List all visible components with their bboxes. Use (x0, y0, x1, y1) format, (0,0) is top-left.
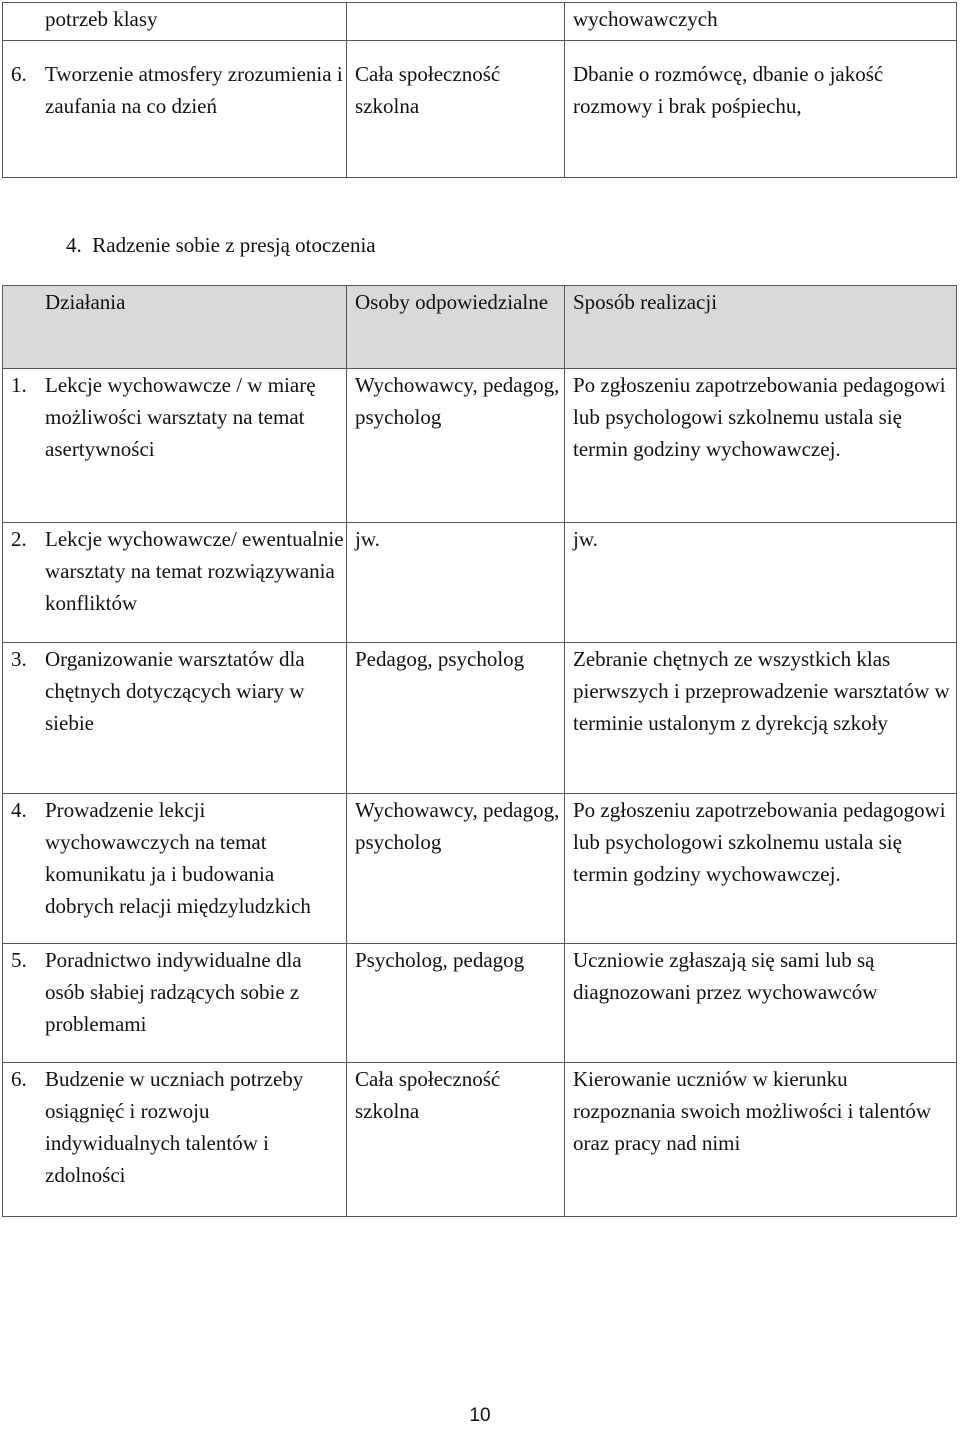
persons-cell: jw. (347, 523, 565, 643)
method-text: Dbanie o rozmówcę, dbanie o jakość rozmowy i brak pośpiechu, (573, 62, 884, 118)
header-method: Sposób realizacji (565, 286, 957, 369)
persons-cell: Wychowawcy, pedagog, psycholog (347, 369, 565, 523)
action-cell (3, 643, 347, 794)
action-cell (3, 794, 347, 944)
row-number: 4. (11, 798, 27, 822)
table-row (3, 794, 957, 944)
action-text: Lekcje wychowawcze / w miarę możliwości warsztaty na temat asertywności (45, 373, 316, 461)
action-text: Prowadzenie lekcji wychowawczych na temat komunikatu ja i budowania dobrych relacji międzyludzkich (45, 798, 311, 918)
table-row (3, 41, 957, 178)
action-cell (3, 523, 347, 643)
method-cell: Po zgłoszeniu zapotrzebowania pedagogowi lub psychologowi szkolnemu ustala się termin godziny wychowawczej. (565, 794, 957, 944)
header-persons: Osoby odpowiedzialne (347, 286, 565, 369)
action-text: potrzeb klasy (45, 7, 158, 31)
table-row (3, 944, 957, 1063)
row-number: 1. (11, 373, 27, 397)
persons-cell: Wychowawcy, pedagog, psycholog (347, 794, 565, 944)
section-number: 4. (66, 233, 82, 257)
action-text: Budzenie w uczniach potrzeby osiągnięć i rozwoju indywidualnych talentów i zdolności (45, 1067, 304, 1187)
section-title: Radzenie sobie z presją otoczenia (92, 233, 376, 257)
method-cell: wychowawczych (565, 3, 957, 41)
row-number: 6. (11, 1067, 27, 1091)
section-heading (66, 229, 376, 261)
method-cell: Kierowanie uczniów w kierunku rozpoznania swoich możliwości i talentów oraz pracy nad nimi (565, 1063, 957, 1217)
header-action (3, 286, 347, 369)
method-cell: Po zgłoszeniu zapotrzebowania pedagogowi lub psychologowi szkolnemu ustala się termin godziny wychowawczej. (565, 369, 957, 523)
method-cell: jw. (565, 523, 957, 643)
persons-cell (347, 41, 565, 178)
persons-cell: Cała społeczność szkolna (347, 1063, 565, 1217)
row-number (3, 3, 45, 35)
action-text: Organizowanie warsztatów dla chętnych dotyczących wiary w siebie (45, 647, 305, 735)
action-cell (3, 1063, 347, 1217)
action-cell (3, 944, 347, 1063)
method-cell (565, 41, 957, 178)
table-main (2, 285, 957, 1217)
table-row (3, 1063, 957, 1217)
row-number: 5. (11, 948, 27, 972)
action-text: Tworzenie atmosfery zrozumienia i zaufania na co dzień (45, 62, 343, 118)
header-action-label: Działania (45, 290, 126, 314)
table-row (3, 523, 957, 643)
method-cell: Zebranie chętnych ze wszystkich klas pierwszych i przeprowadzenie warsztatów w terminie ustalonym z dyrekcją szkoły (565, 643, 957, 794)
action-text: Poradnictwo indywidualne dla osób słabiej radzących sobie z problemami (45, 948, 302, 1036)
row-number: 2. (11, 527, 27, 551)
page-number: 10 (469, 1405, 491, 1426)
row-number: 6. (11, 62, 27, 86)
action-cell (3, 369, 347, 523)
persons-cell: Pedagog, psycholog (347, 643, 565, 794)
action-cell (3, 3, 347, 41)
action-cell (3, 41, 347, 178)
persons-cell: Psycholog, pedagog (347, 944, 565, 1063)
persons-text: Cała społeczność szkolna (355, 62, 501, 118)
method-cell: Uczniowie zgłaszają się sami lub są diagnozowani przez wychowawców (565, 944, 957, 1063)
row-number: 3. (11, 647, 27, 671)
persons-cell (347, 3, 565, 41)
table-header-row (3, 286, 957, 369)
table-row (3, 369, 957, 523)
table-continuation (2, 2, 957, 178)
action-text: Lekcje wychowawcze/ ewentualnie warsztaty na temat rozwiązywania konfliktów (45, 527, 344, 615)
table-row (3, 643, 957, 794)
table-row (3, 3, 957, 41)
